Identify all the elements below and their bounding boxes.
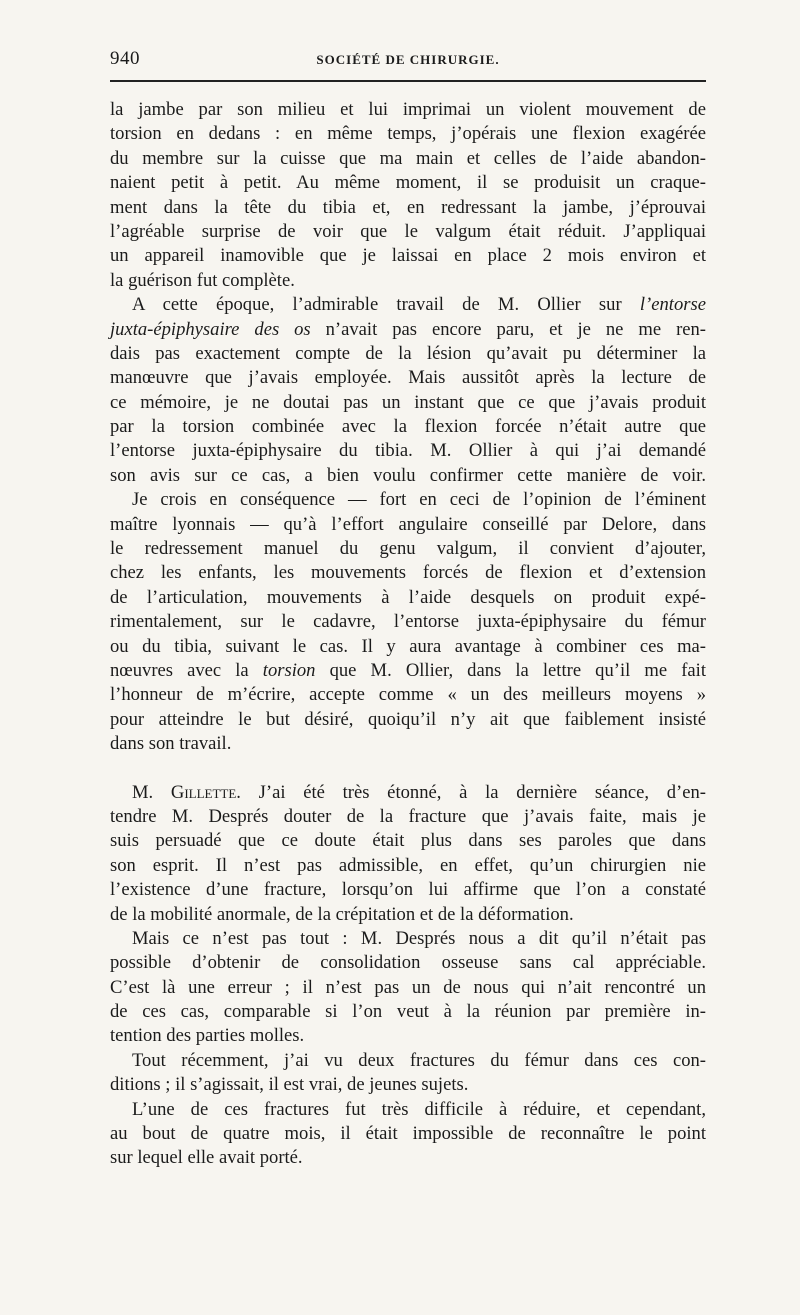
- text-line: suis persuadé que ce doute était plus dans ses paroles que dans: [110, 830, 706, 852]
- text-line: au bout de quatre mois, il était impossible de reconnaître le point: [110, 1123, 706, 1145]
- text-run: n’avait pas encore paru, et je ne me ren-: [310, 318, 706, 340]
- text-line: ce mémoire, je ne doutai pas un instant que ce que j’avais produit: [110, 391, 706, 413]
- text-run: que M. Ollier, dans la lettre qu’il me fait: [315, 659, 706, 681]
- italic-run: l’entorse: [639, 294, 706, 316]
- text-line: la jambe par son milieu et lui imprimai un violent mouvement de: [110, 99, 706, 120]
- text-line: du membre sur la cuisse que ma main et celles de l’aide abandon-: [110, 147, 706, 169]
- page-header: [110, 48, 706, 72]
- page-number: 940: [110, 48, 140, 69]
- text-line: de l’articulation, mouvements à l’aide desquels on produit expé-: [110, 586, 706, 608]
- text-run: J’ai été très étonné, à la dernière séance, d’en-: [240, 781, 706, 803]
- text-line: le redressement manuel du genu valgum, il convient d’ajouter,: [110, 538, 706, 560]
- paragraph: [110, 98, 706, 293]
- text-line: ditions ; il s’agissait, il est vrai, de jeunes sujets.: [110, 1074, 469, 1096]
- text-line: la guérison fut complète.: [110, 269, 295, 291]
- paragraph: [110, 1049, 706, 1098]
- text-line: C’est là une erreur ; il n’est pas un de nous qui n’ait rencontré un: [110, 976, 706, 998]
- paragraph: [110, 927, 706, 1049]
- paragraph: [110, 1098, 706, 1171]
- text-line: torsion en dedans : en même temps, j’opérais une flexion exagérée: [110, 123, 706, 145]
- text-line: pour atteindre le but désiré, quoiqu’il n’y ait que faiblement insisté: [110, 708, 706, 730]
- text-line: tendre M. Després douter de la fracture que j’avais faite, mais je: [110, 805, 706, 827]
- text-line: un appareil inamovible que je laissai en place 2 mois environ et: [110, 245, 706, 267]
- text-line: chez les enfants, les mouvements forcés de flexion et d’extension: [110, 562, 706, 584]
- text-line: possible d’obtenir de consolidation osseuse sans cal appréciable.: [110, 952, 706, 974]
- italic-run: juxta-épiphysaire des os: [110, 318, 311, 340]
- paragraph: [110, 781, 706, 927]
- section-gap: [110, 757, 706, 781]
- text-line: rimentalement, sur le cadavre, l’entorse juxta-épiphysaire du fémur: [110, 611, 706, 633]
- text-line: [110, 293, 706, 317]
- text-line: l’agréable surprise de voir que le valgum était réduit. J’appliquai: [110, 220, 706, 242]
- text-run: A cette époque, l’admirable travail de M. Ollier sur: [132, 294, 640, 316]
- text-line: Je crois en conséquence — fort en ceci de l’opinion de l’éminent: [132, 489, 706, 511]
- text-line: l’existence d’une fracture, lorsqu’on lui affirme que l’on a constaté: [110, 879, 706, 901]
- italic-run: torsion: [262, 659, 316, 681]
- text-line: dais pas exactement compte de la lésion qu’avait pu déterminer la: [110, 342, 706, 364]
- text-line: par la torsion combinée avec la flexion forcée n’était autre que: [110, 416, 706, 438]
- text-line: Mais ce n’est pas tout : M. Després nous a dit qu’il n’était pas: [132, 927, 706, 949]
- text-line: son esprit. Il n’est pas admissible, en effet, qu’un chirurgien nie: [110, 854, 706, 876]
- text-line: dans son travail.: [110, 733, 232, 755]
- text-line: L’une de ces fractures fut très difficile à réduire, et cependant,: [132, 1098, 706, 1120]
- text-line: de la mobilité anormale, de la crépitation et de la déformation.: [110, 903, 574, 925]
- text-line: l’honneur de m’écrire, accepte comme « un des meilleurs moyens »: [110, 684, 706, 706]
- running-head: SOCIÉTÉ DE CHIRURGIE.: [316, 52, 500, 67]
- text-line: sur lequel elle avait porté.: [110, 1147, 303, 1169]
- text-line: ou du tibia, suivant le cas. Il y aura avantage à combiner ces ma-: [110, 635, 706, 657]
- text-line: maître lyonnais — qu’à l’effort angulaire conseillé par Delore, dans: [110, 513, 706, 535]
- text-line: Tout récemment, j’ai vu deux fractures du fémur dans ces con-: [132, 1049, 706, 1071]
- paragraph: [110, 293, 706, 488]
- text-line: ment dans la tête du tibia et, en redressant la jambe, j’éprouvai: [110, 196, 706, 218]
- body-text: [110, 98, 706, 1171]
- text-line: tention des parties molles.: [110, 1025, 305, 1047]
- text-run: nœuvres avec la: [110, 659, 263, 681]
- text-line: [110, 781, 706, 805]
- paragraph: [110, 488, 706, 756]
- text-line: manœuvre que j’avais employée. Mais aussitôt après la lecture de: [110, 367, 706, 389]
- text-line: de ces cas, comparable si l’on veut à la réunion par première in-: [110, 1001, 706, 1023]
- text-line: son avis sur ce cas, a bien voulu confirmer cette manière de voir.: [110, 464, 706, 486]
- text-line: [110, 659, 706, 683]
- header-rule: [110, 80, 706, 82]
- text-line: l’entorse juxta-épiphysaire du tibia. M. Ollier à qui j’ai demandé: [110, 440, 706, 462]
- text-line: [110, 318, 706, 342]
- text-line: naient petit à petit. Au même moment, il se produisit un craque-: [110, 172, 706, 194]
- speaker-name: M. Gillette.: [132, 781, 241, 803]
